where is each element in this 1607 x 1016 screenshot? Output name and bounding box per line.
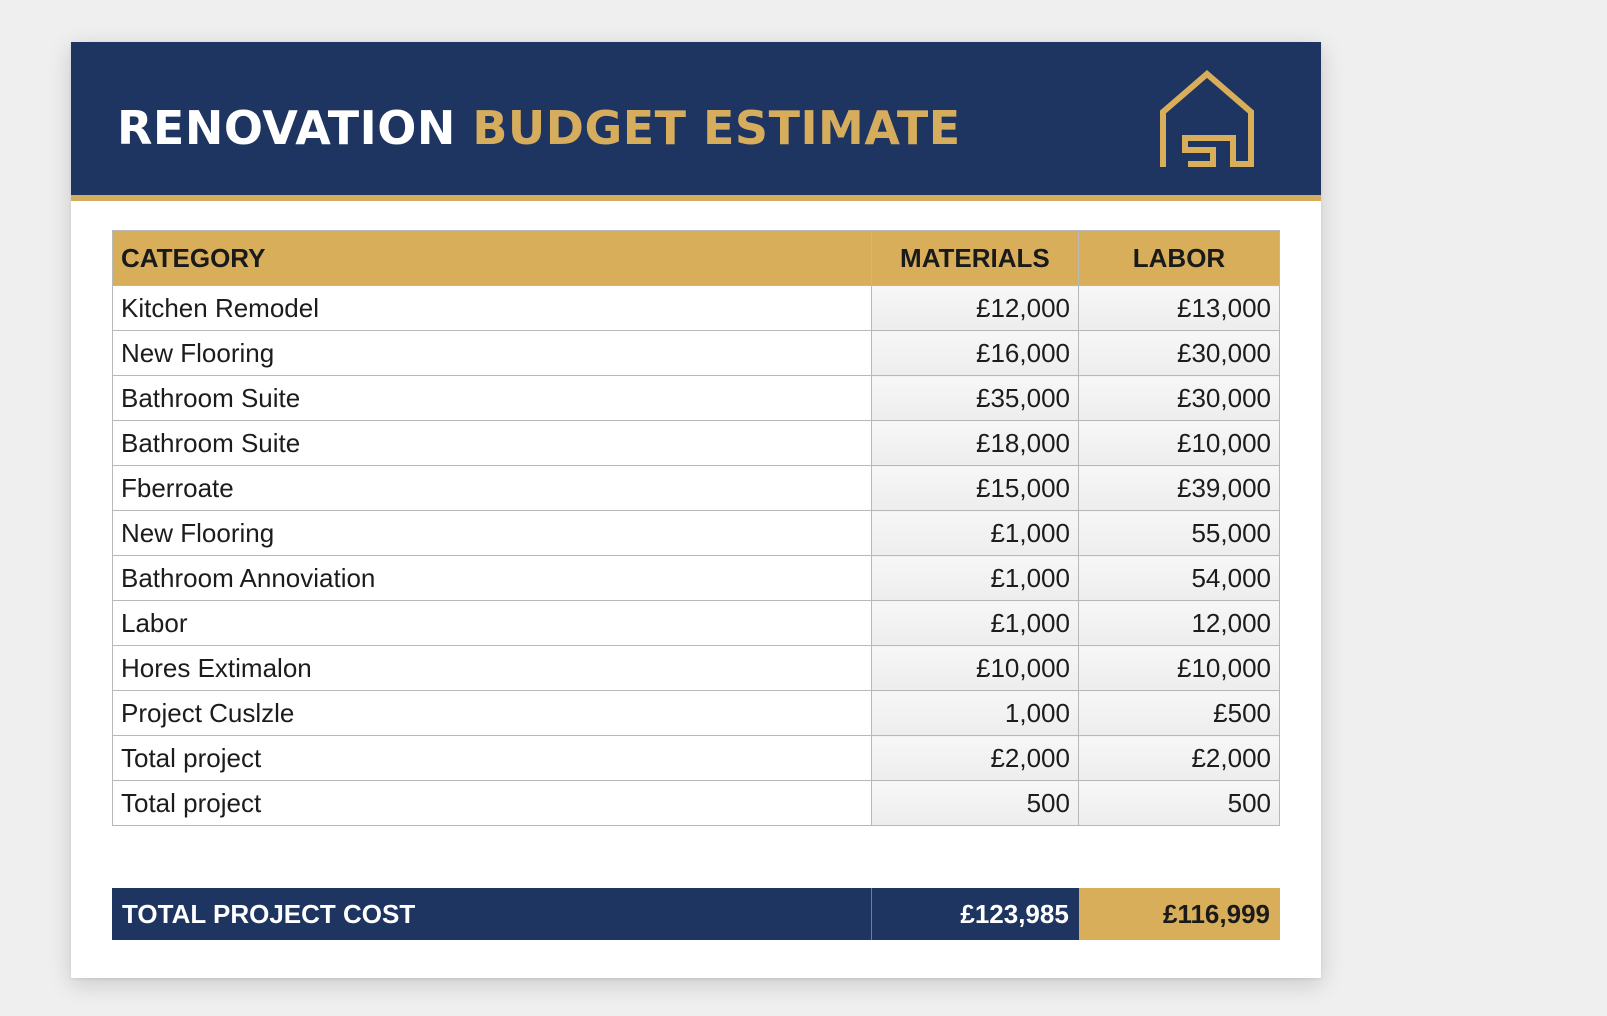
total-label: TOTAL PROJECT COST [112, 888, 872, 940]
row-category: Bathroom Suite [113, 421, 872, 466]
table-row [113, 466, 1280, 511]
row-category: New Flooring [113, 331, 872, 376]
row-materials: £15,000 [871, 466, 1078, 511]
total-labor: £116,999 [1079, 888, 1280, 940]
table-row [113, 421, 1280, 466]
row-labor: £30,000 [1078, 331, 1279, 376]
row-category: Bathroom Annoviation [113, 556, 872, 601]
table-row [113, 781, 1280, 826]
column-header-category: CATEGORY [113, 231, 872, 286]
row-labor: 500 [1078, 781, 1279, 826]
table-row [113, 556, 1280, 601]
column-header-materials: MATERIALS [871, 231, 1078, 286]
row-category: Kitchen Remodel [113, 286, 872, 331]
row-labor: £13,000 [1078, 286, 1279, 331]
row-category: Total project [113, 736, 872, 781]
title-part-2: BUDGET ESTIMATE [472, 101, 961, 155]
row-category: Total project [113, 781, 872, 826]
row-category: Fberroate [113, 466, 872, 511]
page-title [117, 98, 961, 158]
table-row [113, 691, 1280, 736]
table-row [113, 376, 1280, 421]
row-labor: £10,000 [1078, 421, 1279, 466]
row-materials: £1,000 [871, 556, 1078, 601]
table-row [113, 286, 1280, 331]
row-materials: £12,000 [871, 286, 1078, 331]
table-row [113, 646, 1280, 691]
row-materials: £1,000 [871, 511, 1078, 556]
budget-table [112, 230, 1280, 826]
table-header-row [113, 231, 1280, 286]
row-labor: £2,000 [1078, 736, 1279, 781]
table-row [113, 601, 1280, 646]
row-labor: 55,000 [1078, 511, 1279, 556]
row-materials: £18,000 [871, 421, 1078, 466]
total-materials: £123,985 [872, 888, 1079, 940]
title-part-1: RENOVATION [117, 101, 456, 155]
table-row [113, 736, 1280, 781]
row-category: Project Cuslzle [113, 691, 872, 736]
total-row [112, 888, 1280, 940]
row-materials: £1,000 [871, 601, 1078, 646]
row-materials: 500 [871, 781, 1078, 826]
column-header-labor: LABOR [1078, 231, 1279, 286]
row-labor: 54,000 [1078, 556, 1279, 601]
table-row [113, 511, 1280, 556]
row-labor: £39,000 [1078, 466, 1279, 511]
budget-card [71, 42, 1321, 978]
row-labor: 12,000 [1078, 601, 1279, 646]
row-category: Labor [113, 601, 872, 646]
row-category: Bathroom Suite [113, 376, 872, 421]
row-labor: £30,000 [1078, 376, 1279, 421]
table-row [113, 331, 1280, 376]
row-labor: £10,000 [1078, 646, 1279, 691]
row-category: Hores Extimalon [113, 646, 872, 691]
row-materials: £16,000 [871, 331, 1078, 376]
row-materials: £2,000 [871, 736, 1078, 781]
row-materials: 1,000 [871, 691, 1078, 736]
house-logo-icon [1155, 68, 1259, 172]
row-labor: £500 [1078, 691, 1279, 736]
row-category: New Flooring [113, 511, 872, 556]
row-materials: £35,000 [871, 376, 1078, 421]
row-materials: £10,000 [871, 646, 1078, 691]
total-row-table [112, 888, 1280, 940]
header-banner [71, 42, 1321, 201]
